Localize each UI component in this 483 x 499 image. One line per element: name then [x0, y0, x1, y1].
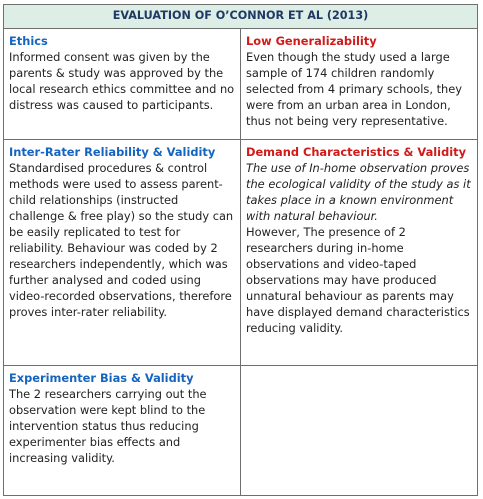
cell-empty [241, 366, 478, 496]
heading-demand: Demand Characteristics & Validity [246, 145, 467, 159]
italic-text-demand: The use of In-home observation proves the ecological validity of the study as it takes place in a known environment with natural behaviour. [246, 161, 471, 223]
text-generalizability: Even though the study used a large sample of 174 children randomly selected from 4 primary schools, they were from an urban area in London, thus not being very representative. [246, 49, 463, 128]
heading-inter-rater: Inter-Rater Reliability & Validity [9, 145, 216, 159]
heading-experimenter: Experimenter Bias & Validity [9, 371, 194, 386]
text-ethics: Informed consent was given by the parents & study was approved by the local research ethics committee and no distress was caused to participants. [9, 49, 235, 112]
text-inter-rater: Standardised procedures & control methods were used to assess parent-child relationships (instructed challenge & free play) so the study can be easily replicated to test for reliability. Behaviour was coded by 2 researchers independently, which was further analysed and coded using video-recorded observations, therefore proves inter-rater reliability. [9, 161, 234, 319]
cell-demand [241, 140, 478, 366]
cell-ethics [4, 28, 241, 139]
cell-experimenter [4, 366, 241, 496]
table-title: EVALUATION OF O’CONNOR ET AL (2013) [4, 5, 478, 29]
text-experimenter: The 2 researchers carrying out the observation were kept blind to the intervention status thus reducing experimenter bias effects and increasing validity. [9, 387, 207, 466]
cell-inter-rater [4, 140, 241, 366]
cell-generalizability [241, 28, 478, 139]
heading-generalizability: Low Generalizability [246, 33, 377, 48]
evaluation-table [3, 4, 478, 496]
text-demand: However, The presence of 2 researchers during in-home observations and video-taped observations may have produced unnatural behaviour as parents may have displayed demand characteristics reducing validity. [246, 225, 470, 335]
heading-ethics: Ethics [9, 33, 48, 48]
